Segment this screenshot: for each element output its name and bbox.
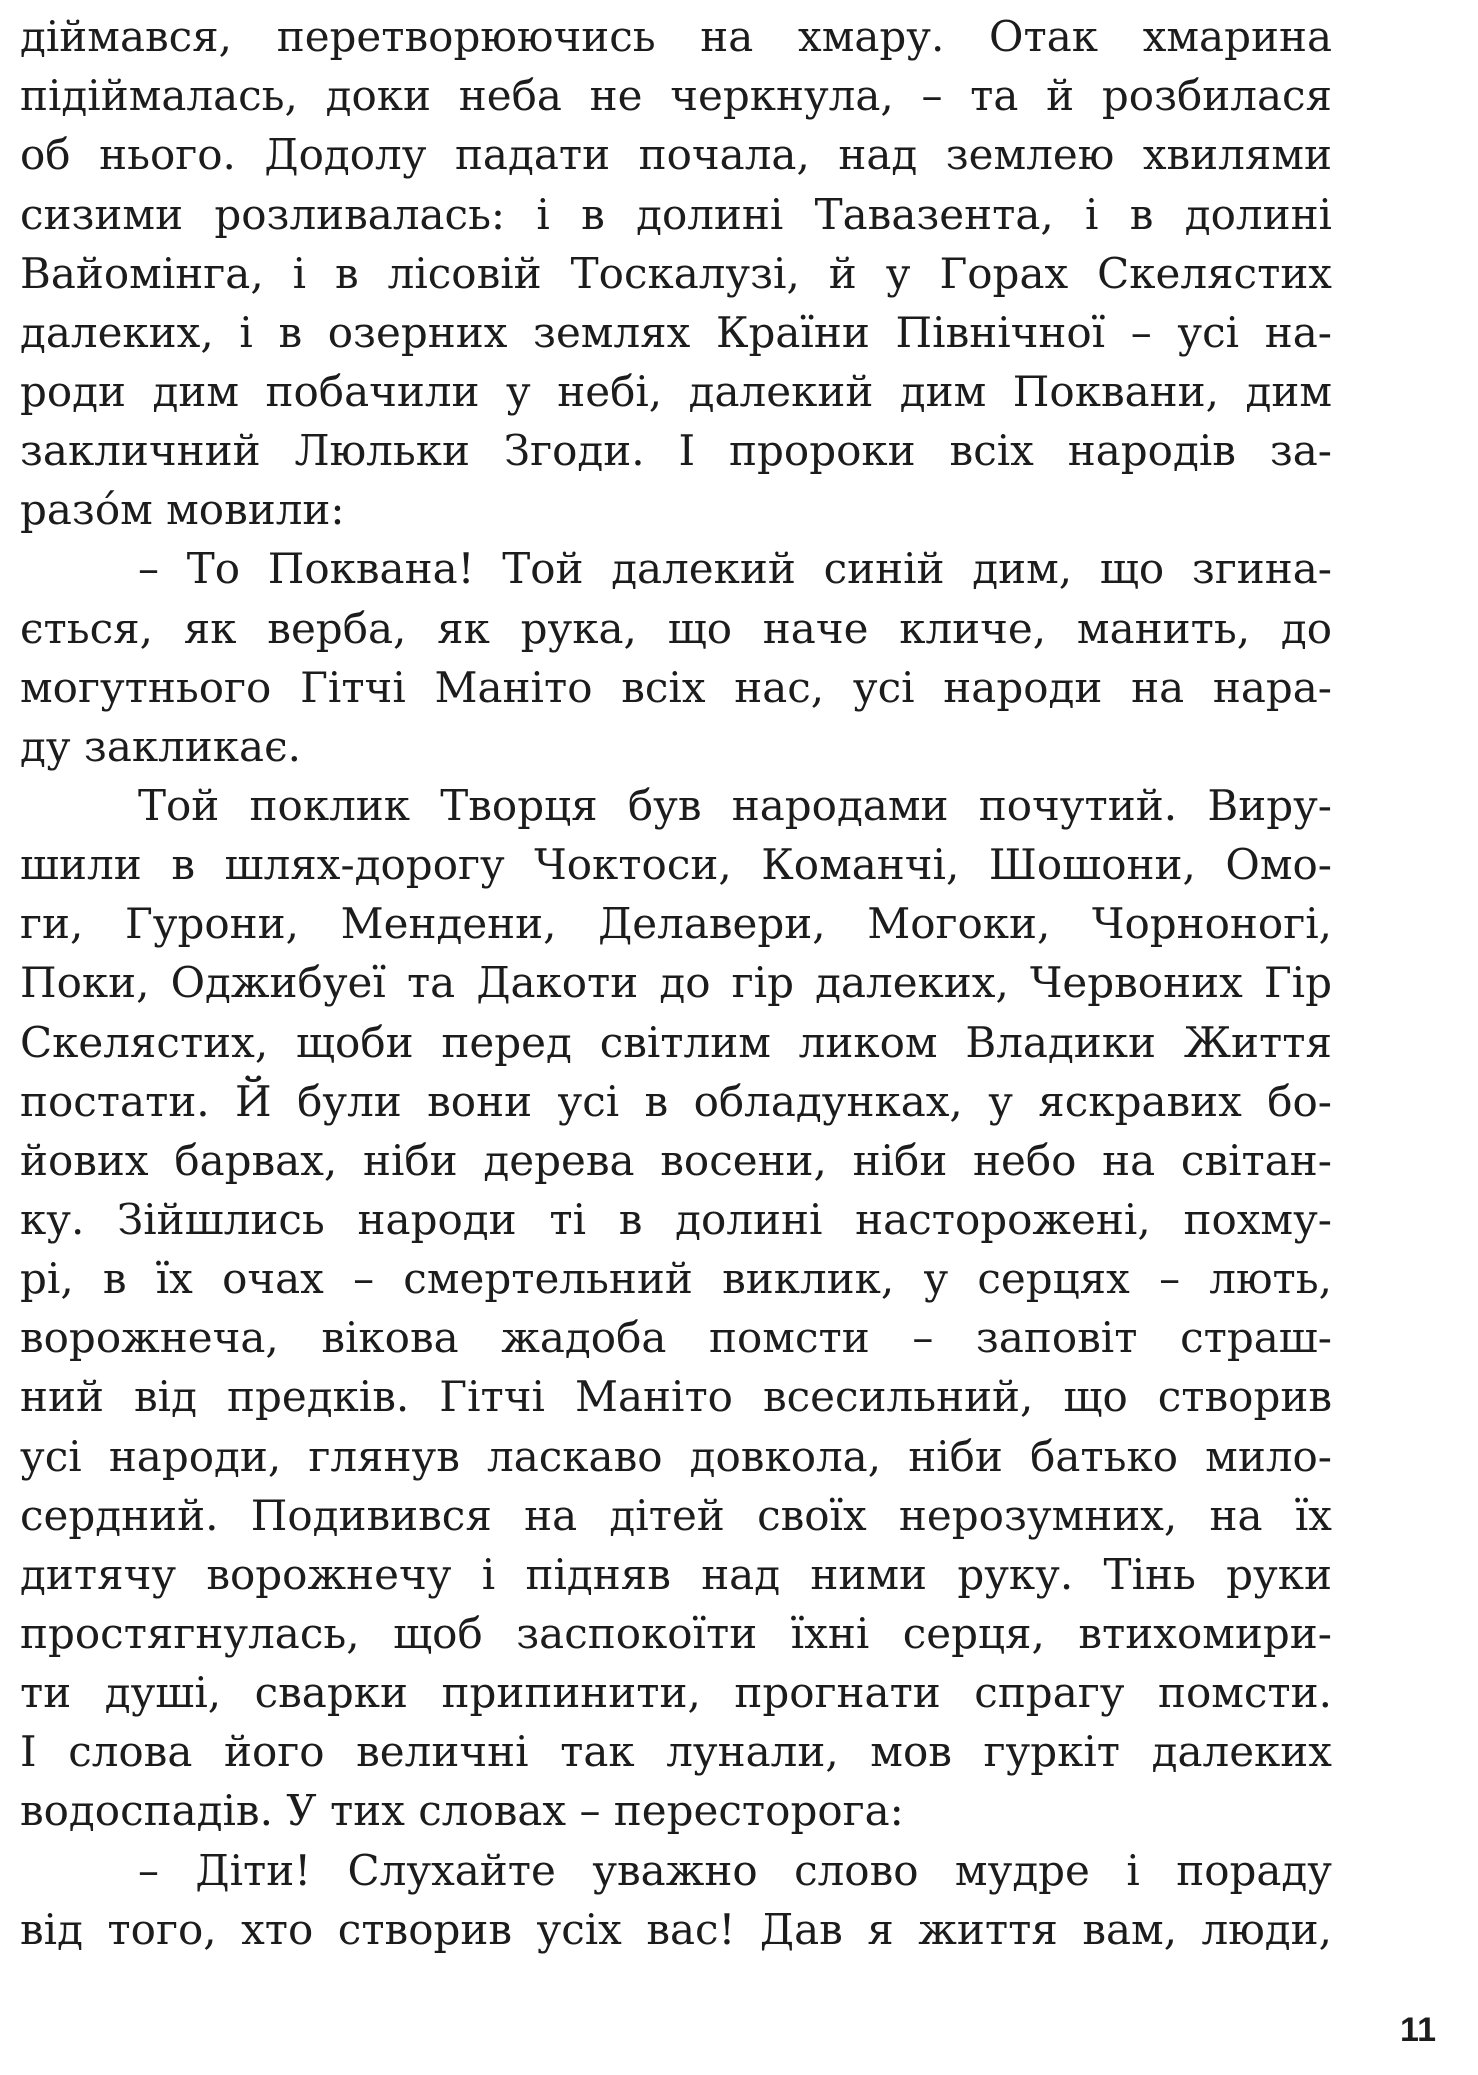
text-line: простягнулась, щоб заспокоїти їхні серця, втихомири- — [20, 1609, 1332, 1658]
text-line: – Діти! Слухайте уважно слово мудре і пораду — [138, 1846, 1332, 1895]
page-number: 11 — [1400, 2011, 1436, 2049]
text-line: усі народи, глянув ласкаво довкола, ніби батько мило- — [20, 1432, 1332, 1481]
text-line: діймався, перетворюючись на хмару. Отак хмарина — [20, 12, 1332, 61]
text-line: Поки, Оджибуеї та Дакоти до гір далеких, Червоних Гір — [20, 958, 1332, 1007]
text-line: ги, Гурони, Мендени, Делавери, Могоки, Чорноногі, — [20, 899, 1332, 948]
text-line: від того, хто створив усіх вас! Дав я життя вам, люди, — [20, 1905, 1332, 1954]
text-line: ку. Зійшлись народи ті в долині насторожені, похму- — [20, 1195, 1332, 1244]
text-line: підіймалась, доки неба не черкнула, – та й розбилася — [20, 71, 1332, 120]
text-line: разо́м мовили: — [20, 485, 345, 534]
text-line: об нього. Додолу падати почала, над землею хвилями — [20, 130, 1332, 179]
text-line: ється, як верба, як рука, що наче кличе, манить, до — [20, 604, 1332, 653]
text-line: роди дим побачили у небі, далекий дим Поквани, дим — [20, 367, 1332, 416]
text-line: Той поклик Творця був народами почутий. Виру- — [138, 781, 1332, 830]
text-line: ду закликає. — [20, 722, 301, 771]
text-line: закличний Люльки Згоди. І пророки всіх народів за- — [20, 426, 1332, 475]
text-line: сизими розливалась: і в долині Тавазента, і в долині — [20, 190, 1332, 239]
text-line: рі, в їх очах – смертельний виклик, у серцях – лють, — [20, 1254, 1332, 1303]
text-line: постати. Й були вони усі в обладунках, у яскравих бо- — [20, 1077, 1332, 1126]
text-line: ти душі, сварки припинити, прогнати спрагу помсти. — [20, 1668, 1332, 1717]
text-line: Вайомінга, і в лісовій Тоскалузі, й у Горах Скелястих — [20, 249, 1332, 298]
text-line: йових барвах, ніби дерева восени, ніби небо на світан- — [20, 1136, 1332, 1185]
book-page — [20, 0, 1332, 2075]
text-line: ний від предків. Гітчі Маніто всесильний, що створив — [20, 1372, 1332, 1421]
text-line: Скелястих, щоби перед світлим ликом Владики Життя — [20, 1018, 1332, 1067]
text-line: ворожнеча, вікова жадоба помсти – заповіт страш- — [20, 1313, 1332, 1362]
text-line: шили в шлях-дорогу Чоктоси, Команчі, Шошони, Омо- — [20, 840, 1332, 889]
text-line: сердний. Подивився на дітей своїх нерозумних, на їх — [20, 1491, 1332, 1540]
text-line: І слова його величні так лунали, мов гуркіт далеких — [20, 1727, 1332, 1776]
text-line: водоспадів. У тих словах – пересторога: — [20, 1786, 904, 1835]
text-line: – То Покванa! Той далекий синій дим, що згина- — [138, 544, 1332, 593]
text-line: дитячу ворожнечу і підняв над ними руку. Тінь руки — [20, 1550, 1332, 1599]
text-line: могутнього Гітчі Маніто всіх нас, усі народи на нара- — [20, 663, 1332, 712]
text-line: далеких, і в озерних землях Країни Північної – усі на- — [20, 308, 1332, 357]
